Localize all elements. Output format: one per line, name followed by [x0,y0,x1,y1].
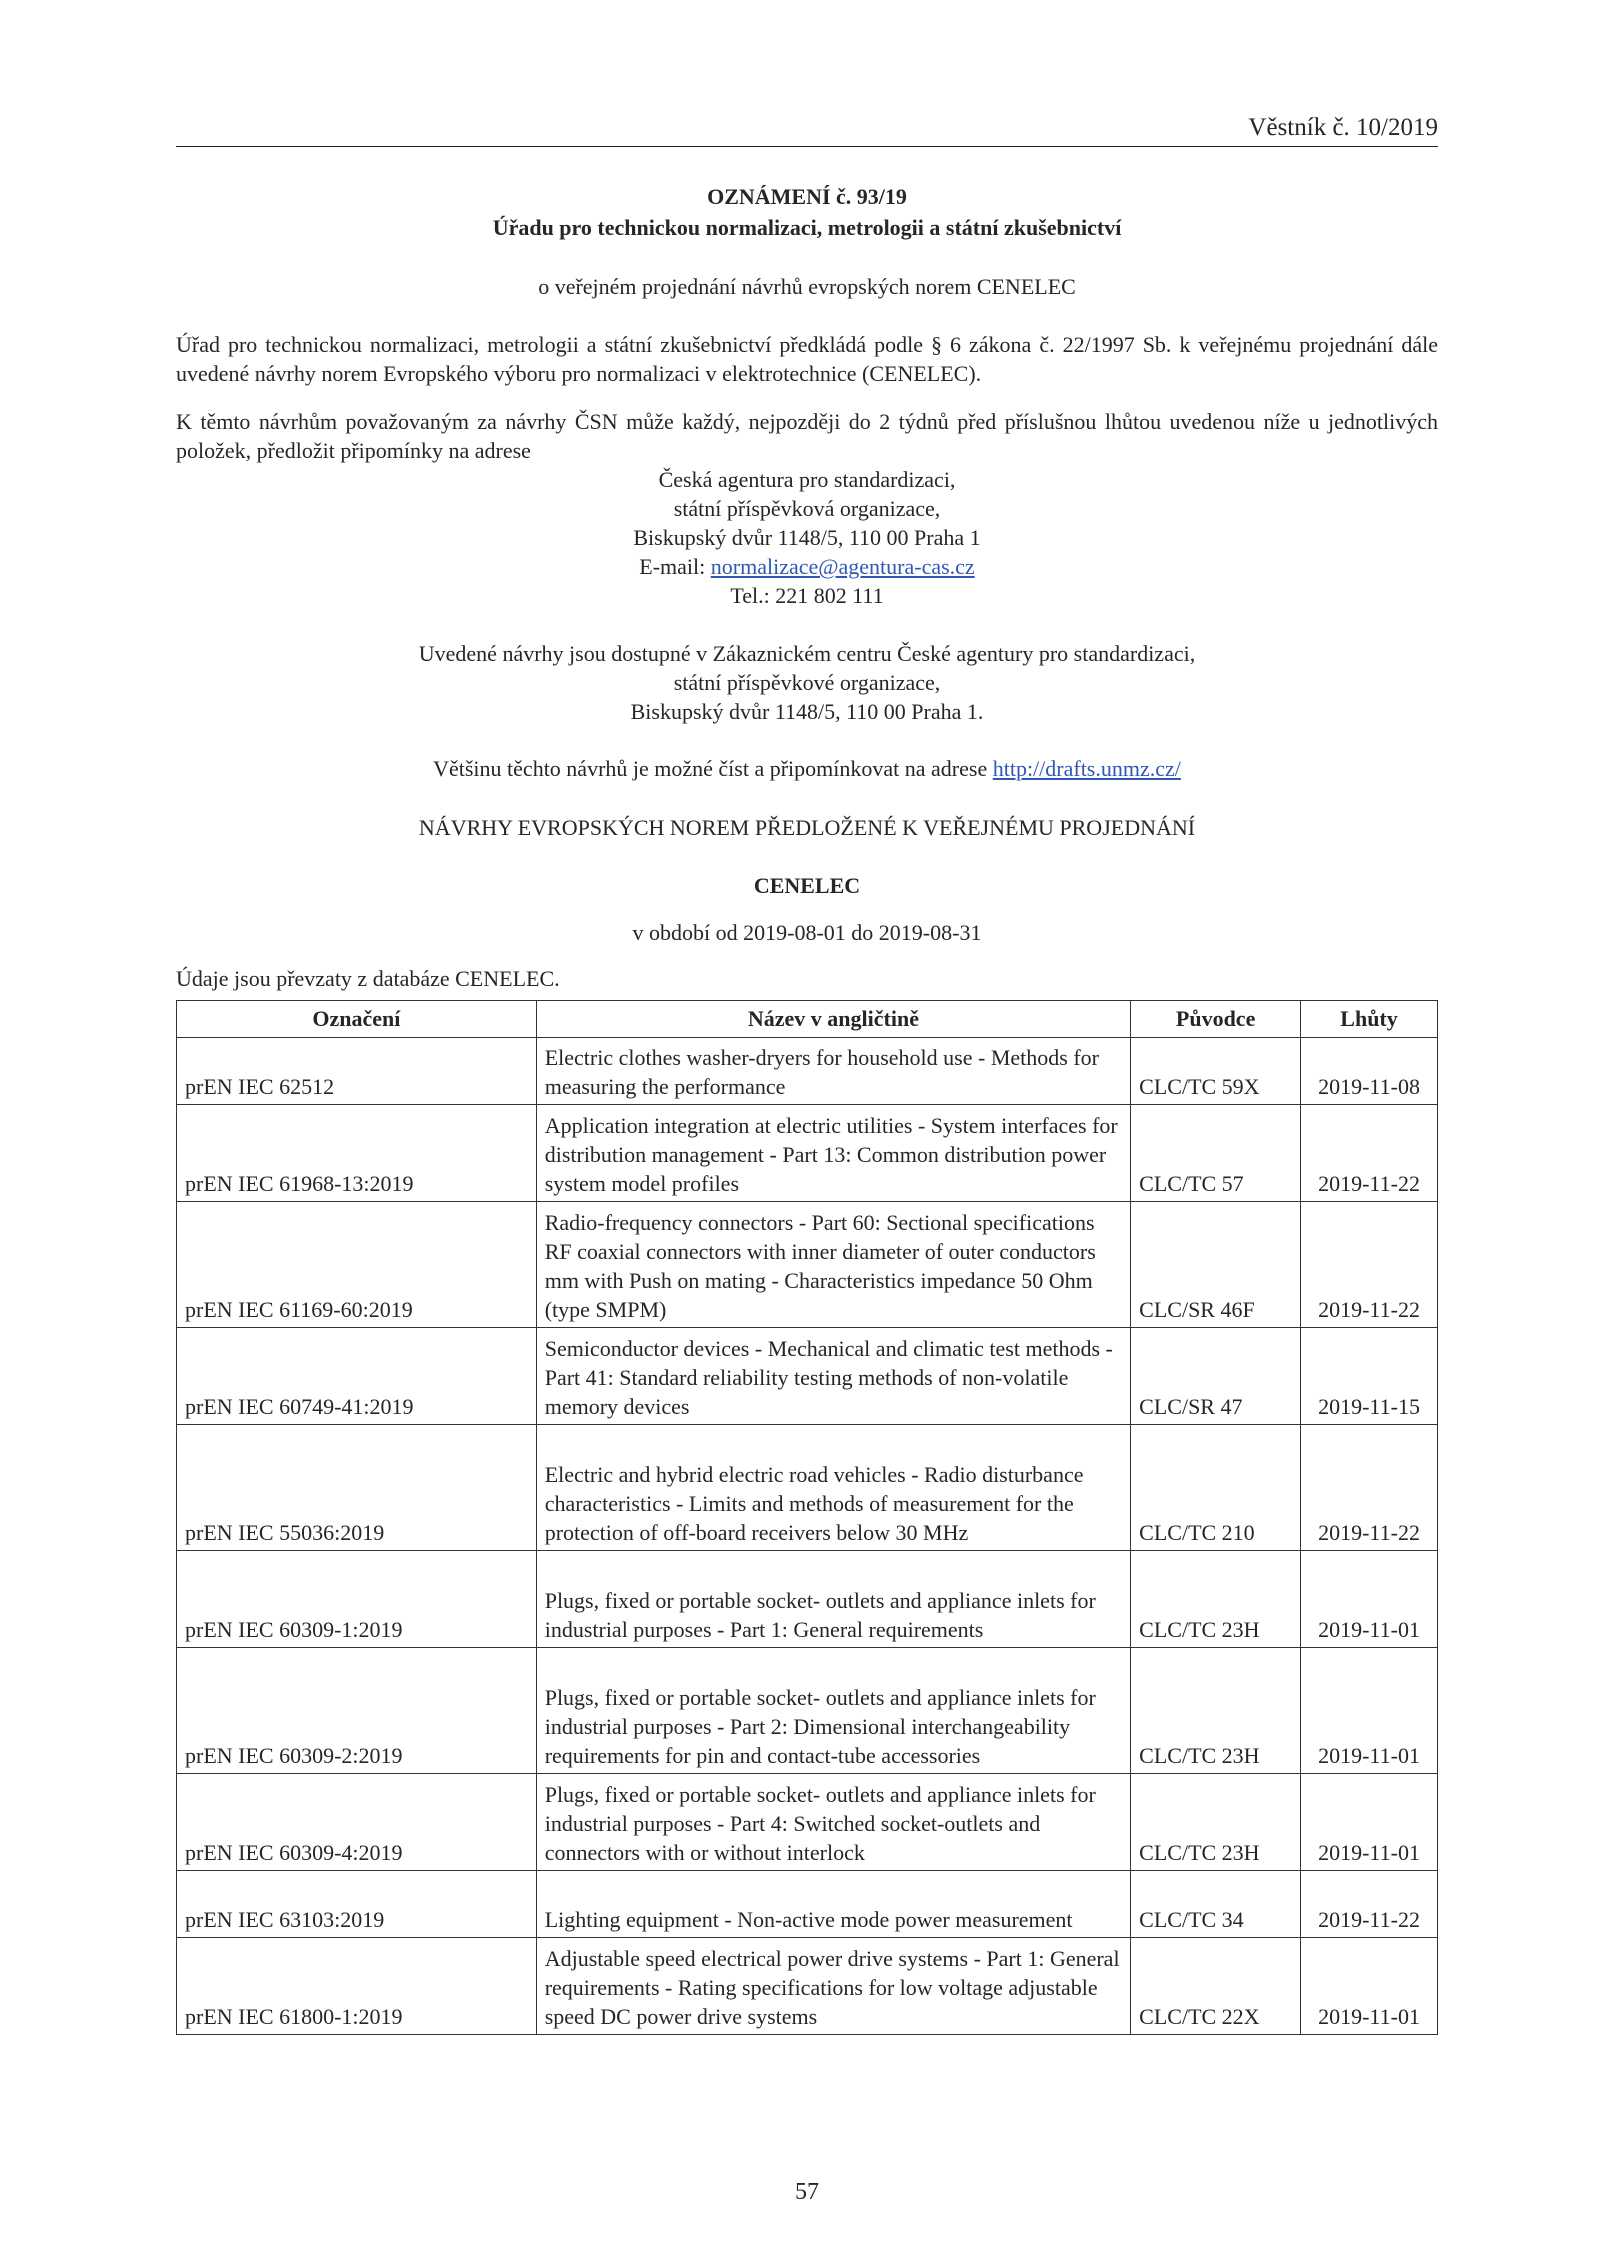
header-origin: Původce [1131,1001,1301,1038]
body-name: CENELEC [753,873,861,898]
header-deadline: Lhůty [1301,1001,1438,1038]
table-header-row [177,1001,1438,1038]
row-code: prEN IEC 61800-1:2019 [177,1938,537,2035]
address-block [176,465,1438,610]
table-row [177,1105,1438,1202]
row-title: Electric clothes washer-dryers for household use - Methods for measuring the performance [536,1038,1130,1105]
section-title: NÁVRHY EVROPSKÝCH NOREM PŘEDLOŽENÉ K VEŘEJNÉMU PROJEDNÁNÍ [418,815,1196,840]
row-code: prEN IEC 60309-2:2019 [177,1648,537,1774]
email-link[interactable]: normalizace@agentura-cas.cz [710,554,975,579]
intro-paragraph: Úřad pro technickou normalizaci, metrologii a státní zkušebnictví předkládá podle § 6 zákona č. 22/1997 Sb. k veřejnému projednání dále uvedené návrhy norem Evropského výboru pro normalizaci v elektrotechnice (CENELEC). [176,332,1438,386]
availability-line-2: státní příspěvkové organizace, [673,670,941,695]
row-deadline: 2019-11-01 [1301,1774,1438,1871]
online-line [176,756,1438,782]
row-title: Application integration at electric utilities - System interfaces for distribution management - Part 13: Common distribution power system model profiles [536,1105,1130,1202]
table-row [177,1038,1438,1105]
row-code: prEN IEC 62512 [177,1038,537,1105]
address-street: Biskupský dvůr 1148/5, 110 00 Praha 1 [633,525,981,550]
table-row [177,1774,1438,1871]
row-code: prEN IEC 61169-60:2019 [177,1202,537,1328]
row-title: Plugs, fixed or portable socket- outlets and appliance inlets for industrial purposes - Part 1: General requirements [536,1551,1130,1648]
row-code: prEN IEC 60309-4:2019 [177,1774,537,1871]
row-deadline: 2019-11-01 [1301,1648,1438,1774]
row-origin: CLC/SR 46F [1131,1202,1301,1328]
row-title: Radio-frequency connectors - Part 60: Sectional specifications RF coaxial connectors with inner diameter of outer conductors mm with Push on mating - Characteristics impedance 50 Ohm (type SMPM) [536,1202,1130,1328]
row-title: Semiconductor devices - Mechanical and climatic test methods - Part 41: Standard reliability testing methods of non-volatile memory devices [536,1328,1130,1425]
row-title: Plugs, fixed or portable socket- outlets and appliance inlets for industrial purposes - Part 4: Switched socket-outlets and connectors with or without interlock [536,1774,1130,1871]
page-header [176,114,1438,147]
row-origin: CLC/TC 23H [1131,1551,1301,1648]
row-deadline: 2019-11-22 [1301,1105,1438,1202]
table-row [177,1425,1438,1551]
header-code: Označení [177,1001,537,1038]
page-number: 57 [795,2179,819,2205]
row-deadline: 2019-11-15 [1301,1328,1438,1425]
header-title: Název v angličtině [536,1001,1130,1038]
row-title: Plugs, fixed or portable socket- outlets and appliance inlets for industrial purposes - Part 2: Dimensional interchangeability requirements for pin and contact-tube accessories [536,1648,1130,1774]
source-note: Údaje jsou převzaty z databáze CENELEC. [176,966,560,991]
notice-subject: o veřejném projednání návrhů evropských norem CENELEC [538,274,1076,299]
row-title: Lighting equipment - Non-active mode power measurement [536,1871,1130,1938]
availability-line-1: Uvedené návrhy jsou dostupné v Zákaznickém centru České agentury pro standardizaci, [418,641,1196,666]
drafts-link[interactable]: http://drafts.unmz.cz/ [992,756,1181,781]
row-title: Adjustable speed electrical power drive systems - Part 1: General requirements - Rating specifications for low voltage adjustable speed DC power drive systems [536,1938,1130,2035]
email-label: E-mail: [639,554,711,579]
standards-table [176,1000,1438,2035]
table-row [177,1202,1438,1328]
row-code: prEN IEC 60309-1:2019 [177,1551,537,1648]
row-title: Electric and hybrid electric road vehicles - Radio disturbance characteristics - Limits and methods of measurement for the protection of off-board receivers below 30 MHz [536,1425,1130,1551]
row-code: prEN IEC 60749-41:2019 [177,1328,537,1425]
row-deadline: 2019-11-01 [1301,1938,1438,2035]
row-origin: CLC/TC 34 [1131,1871,1301,1938]
address-org-type: státní příspěvková organizace, [673,496,941,521]
comments-paragraph: K těmto návrhům považovaným za návrhy ČSN může každý, nejpozději do 2 týdnů před příslušnou lhůtou uvedenou níže u jednotlivých položek, předložit připomínky na adrese [176,409,1438,463]
row-deadline: 2019-11-22 [1301,1202,1438,1328]
online-text: Většinu těchto návrhů je možné číst a připomínkovat na adrese [433,756,993,781]
row-origin: CLC/TC 23H [1131,1774,1301,1871]
row-deadline: 2019-11-08 [1301,1038,1438,1105]
row-deadline: 2019-11-22 [1301,1425,1438,1551]
table-row [177,1648,1438,1774]
issue-label: Věstník č. 10/2019 [1248,114,1438,141]
row-origin: CLC/SR 47 [1131,1328,1301,1425]
row-code: prEN IEC 63103:2019 [177,1871,537,1938]
row-origin: CLC/TC 22X [1131,1938,1301,2035]
row-code: prEN IEC 55036:2019 [177,1425,537,1551]
row-code: prEN IEC 61968-13:2019 [177,1105,537,1202]
row-deadline: 2019-11-22 [1301,1871,1438,1938]
row-origin: CLC/TC 23H [1131,1648,1301,1774]
availability-block [176,639,1438,726]
availability-line-3: Biskupský dvůr 1148/5, 110 00 Praha 1. [630,699,984,724]
address-email-line [176,552,1438,581]
row-deadline: 2019-11-01 [1301,1551,1438,1648]
row-origin: CLC/TC 57 [1131,1105,1301,1202]
notice-number: OZNÁMENÍ č. 93/19 [707,184,907,209]
table-row [177,1871,1438,1938]
table-row [177,1328,1438,1425]
address-phone: Tel.: 221 802 111 [730,583,884,608]
row-origin: CLC/TC 210 [1131,1425,1301,1551]
table-row [177,1938,1438,2035]
period: v období od 2019-08-01 do 2019-08-31 [632,920,982,945]
row-origin: CLC/TC 59X [1131,1038,1301,1105]
table-row [177,1551,1438,1648]
address-org: Česká agentura pro standardizaci, [658,467,956,492]
notice-authority: Úřadu pro technickou normalizaci, metrologii a státní zkušebnictví [492,215,1122,240]
